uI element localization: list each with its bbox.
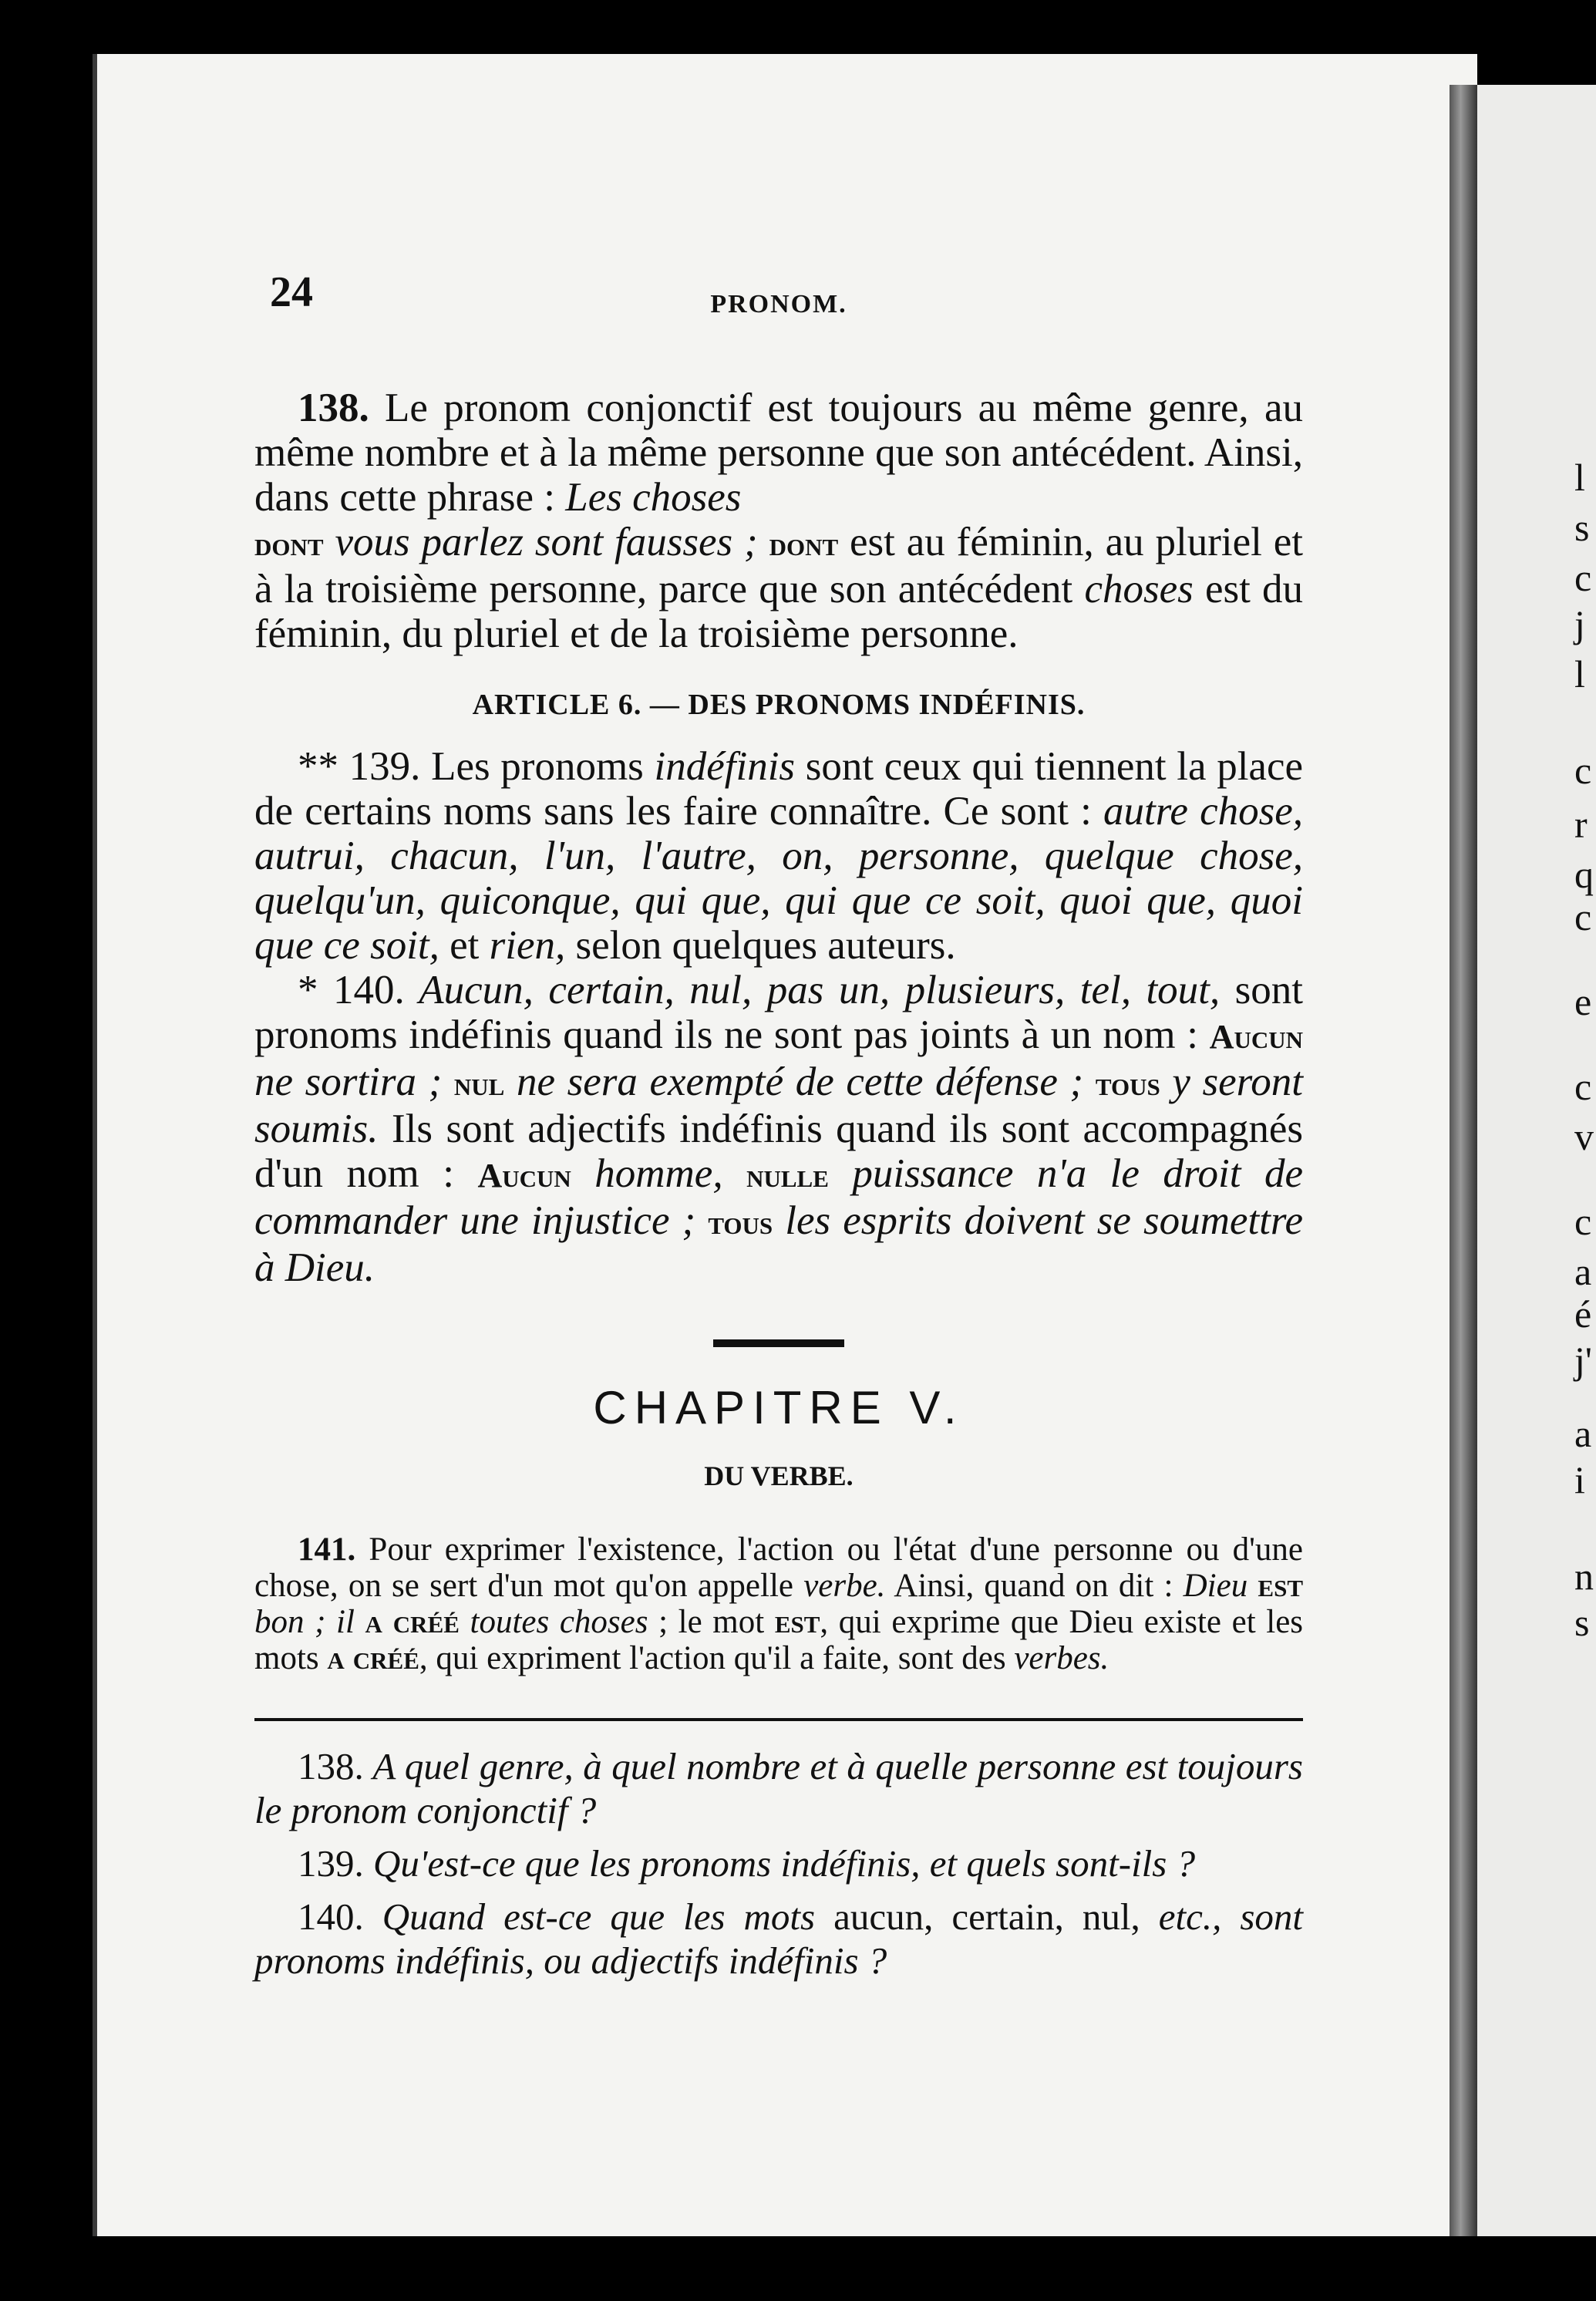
- article-heading: ARTICLE 6. — DES PRONOMS INDÉFINIS.: [472, 689, 1086, 721]
- paragraph-138: 138. Le pronom conjonctif est toujours au même genre, au même nombre et à la même personne que son antécédent. Ainsi, dans cette phrase : Les choses dont vous parlez sont fausses ; dont est au féminin, au pluriel et à la troisième personne, parce que son antécédent choses est du féminin, du pluriel et de la troisième personne.: [254, 386, 1303, 656]
- facing-page-glyph: e: [1574, 980, 1592, 1023]
- facing-page-glyph: q: [1574, 853, 1594, 896]
- facing-page-glyph: c: [1574, 556, 1592, 599]
- paragraph-140: * 140. Aucun, certain, nul, pas un, plusieurs, tel, tout, sont pronoms indéfinis quand ils ne sont pas joints à un nom : Aucun ne sortira ; nul ne sera exempté de cette défense ; tous y seront soumis. Ils sont adjectifs indéfinis quand ils sont accompagnés d'un nom : Aucun homme, nulle puissance n'a le droit de commander une injustice ; tous les esprits doivent se soumettre à Dieu.: [254, 968, 1304, 1290]
- question-138: 138. A quel genre, à quel nombre et à quelle personne est toujours le pronom conjonctif ?: [254, 1745, 1303, 1831]
- facing-page-glyph: n: [1574, 1555, 1594, 1598]
- question-140: 140. Quand est-ce que les mots aucun, certain, nul, etc., sont pronoms indéfinis, ou adjectifs indéfinis ?: [254, 1895, 1303, 1982]
- question-139: 139. Qu'est-ce que les pronoms indéfinis, et quels sont-ils ?: [298, 1842, 1196, 1885]
- facing-page-glyph: r: [1574, 803, 1588, 846]
- page-header: [254, 270, 1303, 332]
- facing-page-glyph: s: [1574, 1601, 1590, 1644]
- facing-page-edge: [1477, 85, 1596, 2236]
- questions-section: [254, 1744, 1303, 1983]
- chapter-title: CHAPITRE V.: [593, 1382, 965, 1433]
- running-head: PRONOM.: [710, 290, 847, 318]
- chapter-subtitle: DU VERBE.: [704, 1460, 854, 1491]
- footnote-rule: [254, 1718, 1303, 1721]
- page-number: 24: [270, 268, 313, 316]
- facing-page-glyph: j: [1574, 602, 1585, 645]
- section-divider: [713, 1339, 844, 1347]
- page-gutter: [1450, 85, 1477, 2236]
- paragraph-139: ** 139. Les pronoms indéfinis sont ceux qui tiennent la place de certains noms sans les faire connaître. Ce sont : autre chose, autrui, chacun, l'un, l'autre, on, personne, quelque chose, quelqu'un, quiconque, qui que, qui que ce soit, quoi que, quoi que ce soit, et rien, selon quelques auteurs.: [254, 744, 1304, 968]
- facing-page-glyph: a: [1574, 1250, 1592, 1293]
- facing-page-glyph: l: [1574, 652, 1585, 696]
- facing-page-glyph: l: [1574, 456, 1585, 499]
- paragraph-141: 141. Pour exprimer l'existence, l'action ou l'état d'une personne ou d'une chose, on se sert d'un mot qu'on appelle verbe. Ainsi, quand on dit : Dieu est bon ; il a créé toutes choses ; le mot est, qui exprime que Dieu existe et les mots a créé, qui expriment l'action qu'il a faite, sont des verbes.: [254, 1531, 1304, 1676]
- facing-page-glyph: v: [1574, 1115, 1594, 1158]
- facing-page-glyph: i: [1574, 1458, 1585, 1501]
- facing-page-glyph: c: [1574, 749, 1592, 792]
- facing-page-glyph: c: [1574, 1200, 1592, 1243]
- facing-page-glyph: a: [1574, 1412, 1592, 1455]
- facing-page-glyph: c: [1574, 895, 1592, 938]
- facing-page-glyph: é: [1574, 1292, 1592, 1336]
- facing-page-glyph: c: [1574, 1065, 1592, 1108]
- facing-page-glyph: j': [1574, 1339, 1592, 1382]
- page-content: [254, 270, 1303, 1992]
- facing-page-glyph: s: [1574, 506, 1590, 549]
